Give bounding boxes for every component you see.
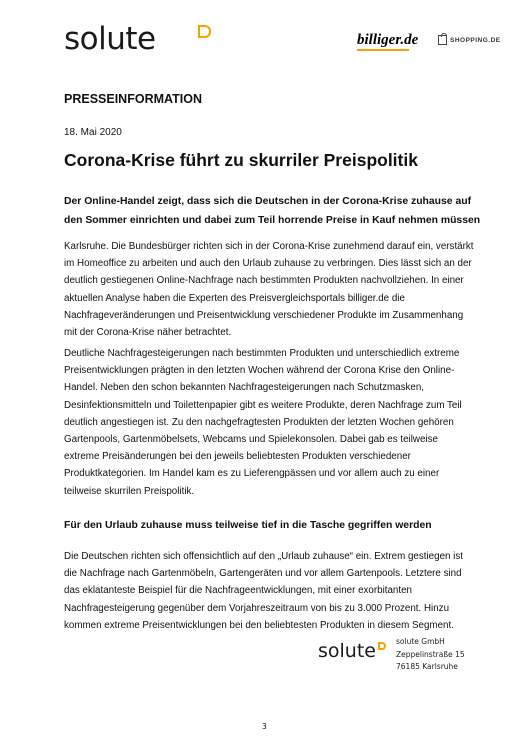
headline: Corona-Krise führt zu skurriler Preispolitik <box>64 150 418 170</box>
shopping-bag-icon <box>438 35 447 45</box>
lead-paragraph: Der Online-Handel zeigt, dass sich die Deutschen in der Corona-Krise zuhause auf den Sommer einrichten und dabei zum Teil horrende Preise in Kauf nehmen müssen <box>64 196 481 226</box>
body-paragraph-1: Karlsruhe. Die Bundesbürger richten sich in der Corona-Krise zunehmend darauf ein, verstärkt im Homeoffice zu arbeiten und auch den Urlaub zuhause zu verbringen. Dies lässt sich an der deutlich gestiegenen Online-Nachfrage nach bestimmten Produkten nachvollziehen. In einer aktuellen Analyse haben die Experten des Preisvergleichsportals billiger.de die Nachfrageveränderungen und Preisentwicklung verschiedener Produkte im Zusammenhang mit der Corona-Krise näher betrachtet. <box>64 241 474 339</box>
body-paragraph-3: Die Deutschen richten sich offensichtlich auf den „Urlaub zuhause“ ein. Extrem gestiegen ist die Nachfrage nach Gartenmöbeln, Gartengeräten und vor allem Gartenpools. Letztere sind das eklatanteste Beispiel für die Nachfrageentwicklungen, mit einer exorbitanten Nachfragesteigerung gegenüber dem Vorjahreszeitraum von bis zu 3.000 Prozent. Hinzu kommen extreme Preisentwicklungen bei den beliebtesten Produkten in diesem Segment. <box>64 551 463 631</box>
footer-city: 76185 Karlsruhe <box>396 662 458 671</box>
footer-solute-logo: solute <box>318 640 376 662</box>
footer-logo-mark-icon <box>378 642 386 650</box>
shopping-logo-text: SHOPPING.DE <box>450 36 501 44</box>
subheading: Für den Urlaub zuhause muss teilweise tief in die Tasche gegriffen werden <box>64 520 432 531</box>
footer-street: Zeppelinstraße 15 <box>396 649 465 659</box>
billiger-logo-underline <box>357 49 409 51</box>
body-paragraph-2: Deutliche Nachfragesteigerungen nach bestimmten Produkten und unterschiedlich extreme Preisentwicklungen prägten in den letzten Wochen während der Corona Krise den Online-Handel. Neben den schon bekannten Nachfragesteigerungen nach Schutzmasken, Desinfektionsmitteln und Toilettenpapier gibt es weitere Produkte, deren Nachfrage zum Teil deutlich angestiegen ist. Zu den nachgefragtesten Produkten der letzten Wochen gehören Gartenpools, Gartenmöbelsets, Webcams und Spielekonsolen. Dabei gab es teilweise extreme Preisänderungen bei den jeweils beliebtesten Produkten verschiedener Produktkategorien. Im Handel kam es zu Lieferengpässen und vor allem auch zu einer teilweise skurrilen Preispolitik. <box>64 348 462 497</box>
solute-logo: solute <box>64 21 156 57</box>
footer-address <box>396 636 465 674</box>
billiger-logo: billiger.de <box>357 32 419 48</box>
page-number: 3 <box>262 722 267 731</box>
footer-company: solute GmbH <box>396 637 445 646</box>
document-label: PRESSEINFORMATION <box>64 92 202 106</box>
shopping-logo <box>438 35 501 45</box>
document-date: 18. Mai 2020 <box>64 127 122 138</box>
solute-logo-mark-icon <box>198 25 211 38</box>
